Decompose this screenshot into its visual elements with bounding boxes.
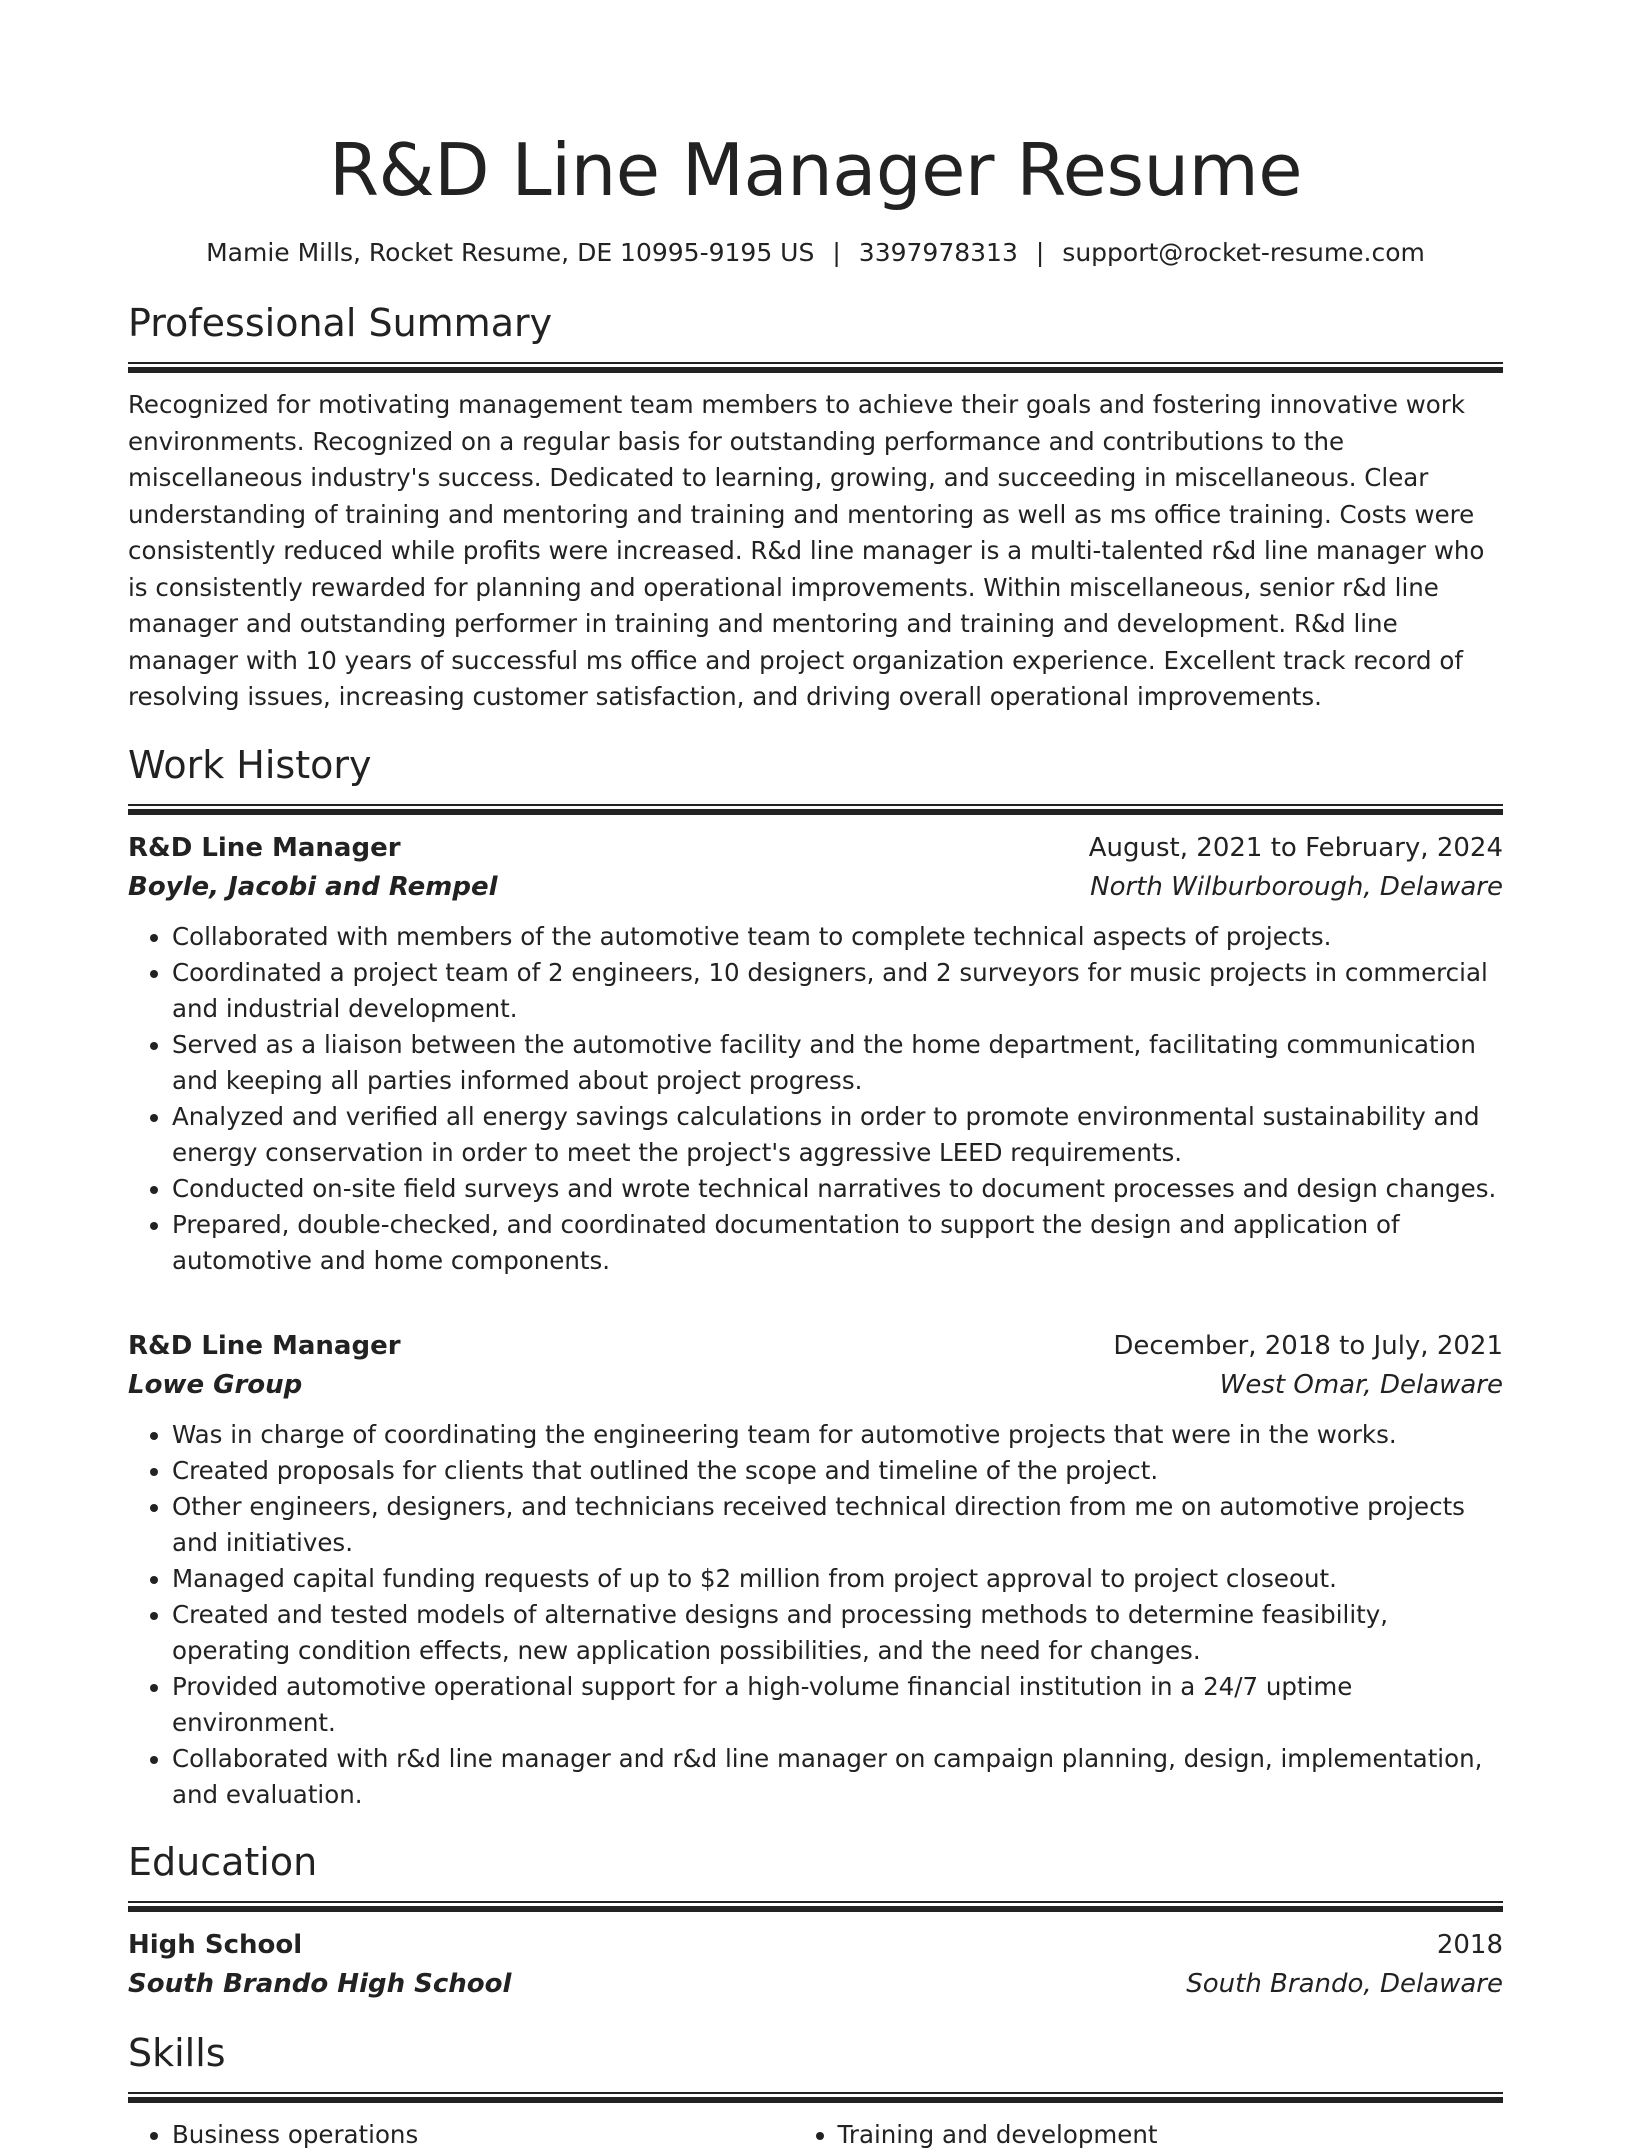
- education-header: [128, 1926, 1503, 1964]
- education-location: South Brando, Delaware: [1186, 1968, 1503, 1999]
- section-title-skills: Skills: [128, 2030, 226, 2075]
- section-title-education: Education: [128, 1839, 318, 1884]
- contact-separator: |: [832, 238, 841, 267]
- list-item: • Prepared, double-checked, and coordinated documentation to support the design and application of automotive and home components.: [172, 1207, 1503, 1279]
- list-item: • Created and tested models of alternative designs and processing methods to determine feasibility, operating condition effects, new application possibilities, and the need for changes.: [172, 1597, 1503, 1669]
- job-bullets: [128, 919, 1503, 1279]
- section-divider: [128, 2092, 1503, 2103]
- job-company: Lowe Group: [128, 1369, 303, 1400]
- job-subheader: [128, 1365, 1503, 1405]
- job-subheader: [128, 867, 1503, 907]
- job-location: West Omar, Delaware: [1219, 1369, 1503, 1400]
- education-degree: High School: [128, 1929, 303, 1960]
- education-school: South Brando High School: [128, 1968, 512, 1999]
- job-bullets: [128, 1417, 1503, 1813]
- education-subheader: [128, 1964, 1503, 2004]
- contact-email: support@rocket-resume.com: [1062, 238, 1425, 267]
- section-title-work-history: Work History: [128, 742, 372, 787]
- contact-line: [128, 236, 1503, 270]
- job-location: North Wilburborough, Delaware: [1090, 871, 1503, 902]
- list-item: • Analyzed and verified all energy savings calculations in order to promote environmental sustainability and energy conservation in order to meet the project's aggressive LEED requirements.: [172, 1099, 1503, 1171]
- job-header: [128, 829, 1503, 867]
- list-item: • Collaborated with members of the automotive team to complete technical aspects of projects.: [172, 919, 1503, 955]
- education-year: 2018: [1436, 1929, 1503, 1960]
- list-item: • Served as a liaison between the automotive facility and the home department, facilitating communication and keeping all parties informed about project progress.: [172, 1027, 1503, 1099]
- section-title-summary: Professional Summary: [128, 301, 553, 345]
- job-entry: [128, 829, 1503, 1279]
- page-title: R&D Line Manager Resume: [328, 128, 1303, 212]
- summary-section: [128, 298, 1503, 716]
- section-divider: [128, 362, 1503, 373]
- job-company: Boyle, Jacobi and Rempel: [128, 871, 498, 902]
- work-history-section: [128, 740, 1503, 1813]
- contact-phone: 3397978313: [858, 238, 1018, 267]
- list-item: • Provided automotive operational support for a high-volume financial institution in a 24/7 uptime environment.: [172, 1669, 1503, 1741]
- contact-separator: |: [1035, 238, 1045, 267]
- section-divider: [128, 1901, 1503, 1912]
- job-title: R&D Line Manager: [128, 832, 401, 863]
- skill-item: • Business operations: [172, 2117, 838, 2153]
- skills-section: [128, 2028, 1503, 2153]
- job-dates: August, 2021 to February, 2024: [1088, 832, 1503, 863]
- section-divider: [128, 804, 1503, 815]
- skill-item: • Training and development: [838, 2117, 1504, 2153]
- education-section: [128, 1837, 1503, 2004]
- job-entry: [128, 1327, 1503, 1813]
- skills-list: [128, 2117, 1503, 2153]
- list-item: • Created proposals for clients that outlined the scope and timeline of the project.: [172, 1453, 1503, 1489]
- list-item: • Conducted on-site field surveys and wrote technical narratives to document processes and design changes.: [172, 1171, 1503, 1207]
- job-title: R&D Line Manager: [128, 1330, 401, 1361]
- list-item: • Managed capital funding requests of up to $2 million from project approval to project closeout.: [172, 1561, 1503, 1597]
- job-dates: December, 2018 to July, 2021: [1113, 1330, 1503, 1361]
- summary-text: Recognized for motivating management team members to achieve their goals and fostering innovative work environments. Recognized on a regular basis for outstanding performance and contributions to the miscellaneous industry's success. Dedicated to learning, growing, and succeeding in miscellaneous. Clear understanding of training and mentoring and training and mentoring as well as ms office training. Costs were consistently reduced while profits were increased. R&d line manager is a multi-talented r&d line manager who is consistently rewarded for planning and operational improvements. Within miscellaneous, senior r&d line manager and outstanding performer in training and mentoring and training and development. R&d line manager with 10 years of successful ms office and project organization experience. Excellent track record of resolving issues, increasing customer satisfaction, and driving overall operational improvements.: [128, 390, 1485, 711]
- list-item: • Was in charge of coordinating the engineering team for automotive projects that were in the works.: [172, 1417, 1503, 1453]
- list-item: • Other engineers, designers, and technicians received technical direction from me on automotive projects and initiatives.: [172, 1489, 1503, 1561]
- list-item: • Collaborated with r&d line manager and r&d line manager on campaign planning, design, implementation, and evaluation.: [172, 1741, 1503, 1813]
- job-header: [128, 1327, 1503, 1365]
- contact-address: Mamie Mills, Rocket Resume, DE 10995-9195 US: [206, 238, 815, 267]
- list-item: • Coordinated a project team of 2 engineers, 10 designers, and 2 surveyors for music projects in commercial and industrial development.: [172, 955, 1503, 1027]
